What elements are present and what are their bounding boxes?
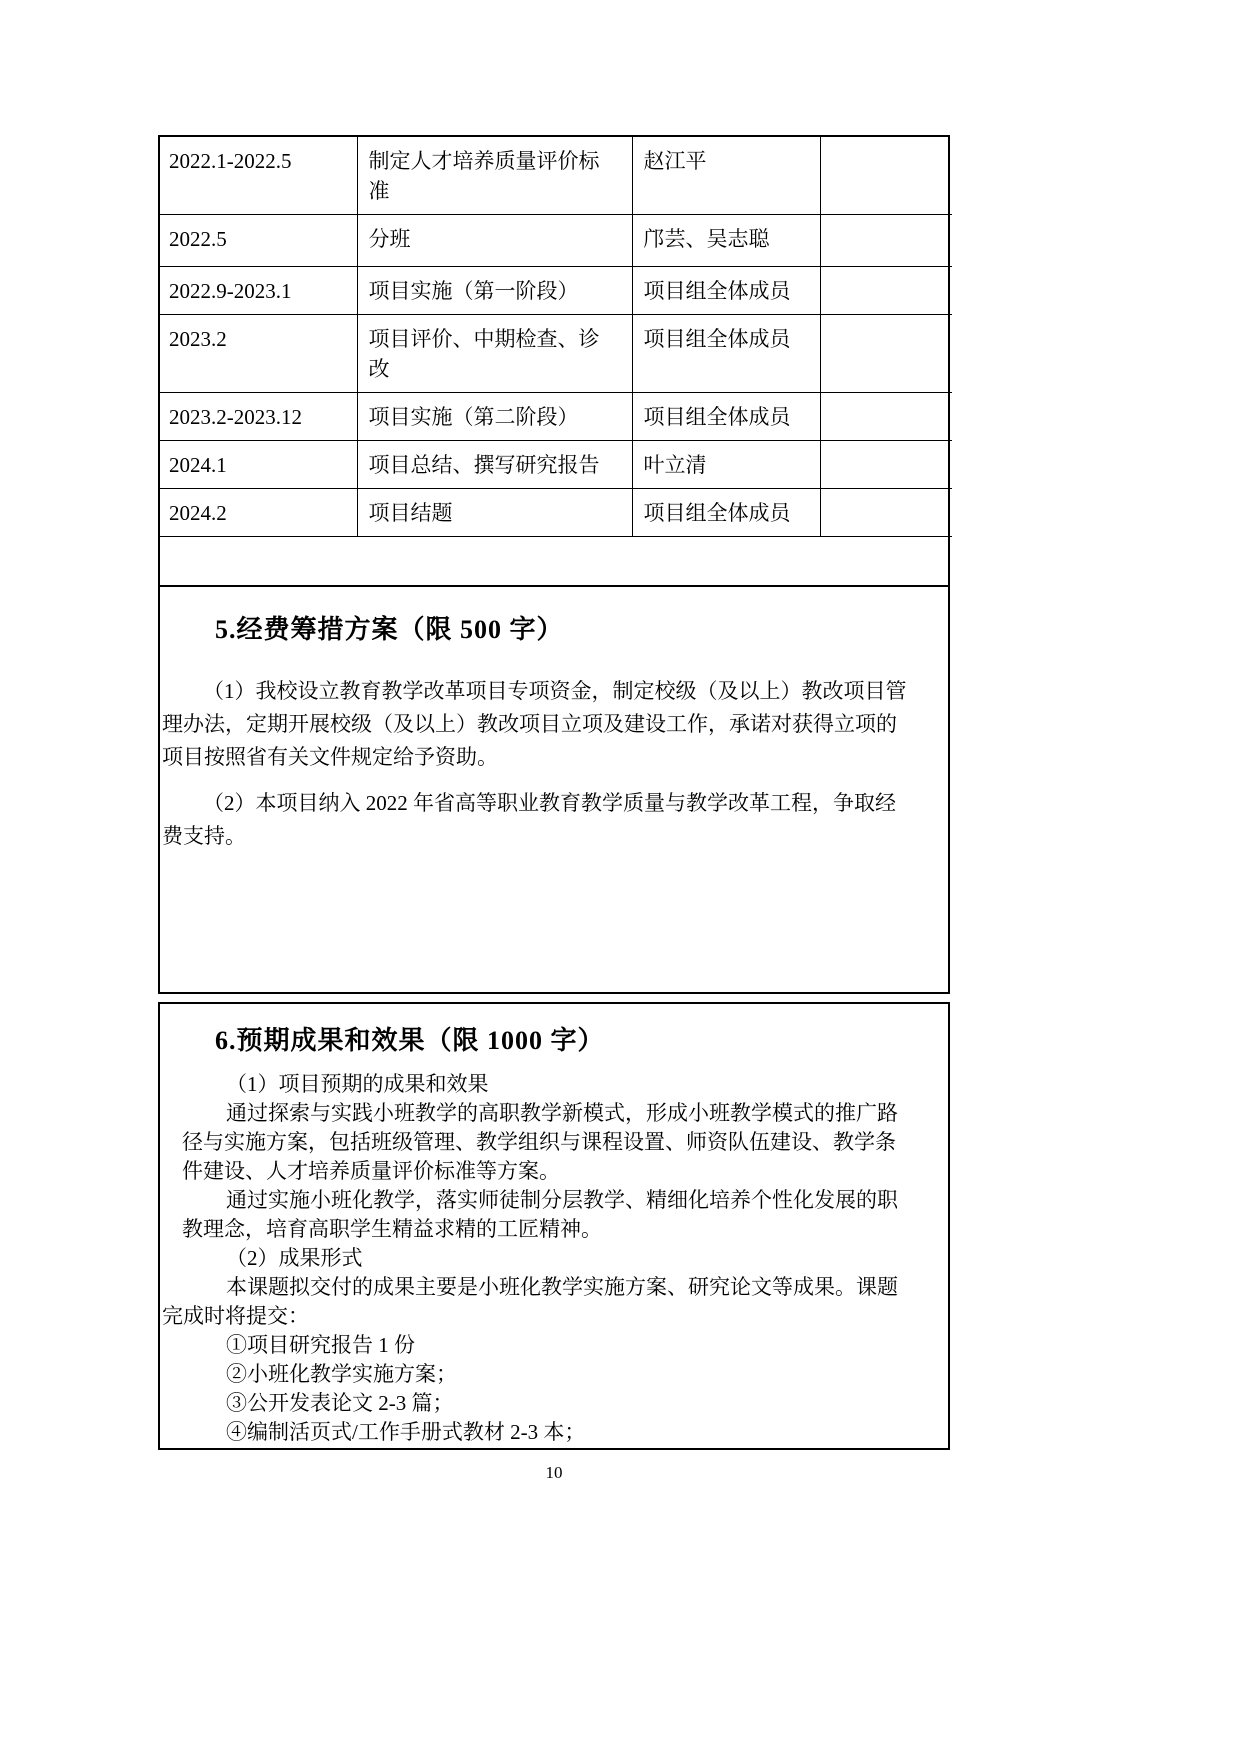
table-row: [160, 489, 952, 537]
page-number: 10: [545, 1463, 563, 1482]
cell-task: 项目评价、中期检查、诊改: [357, 315, 632, 393]
text-line: 通过实施小班化教学，落实师徒制分层教学、精细化培养个性化发展的职: [226, 1188, 898, 1212]
text-line: （2）成果形式: [226, 1246, 363, 1270]
table-row: [160, 315, 952, 393]
text-line: 完成时将提交：: [162, 1304, 309, 1328]
text-line: （2）本项目纳入 2022 年省高等职业教育教学质量与教学改革工程，争取经: [203, 791, 896, 815]
section-5-funding-plan: [158, 585, 950, 994]
section-6-body: [160, 1070, 948, 1447]
text-line: （1）我校设立教育教学改革项目专项资金，制定校级（及以上）教改项目管: [203, 679, 907, 703]
cell-person: 邝芸、吴志聪: [632, 215, 820, 267]
table-row: [160, 441, 952, 489]
cell-date: 2022.9-2023.1: [160, 267, 357, 315]
cell-date: 2024.2: [160, 489, 357, 537]
cell-note: [820, 393, 952, 441]
page-content: [158, 135, 950, 1484]
text-line: 教理念，培育高职学生精益求精的工匠精神。: [182, 1217, 602, 1241]
cell-date: 2022.1-2022.5: [160, 137, 357, 215]
cell-person: 项目组全体成员: [632, 393, 820, 441]
text-line: 径与实施方案，包括班级管理、教学组织与课程设置、师资队伍建设、教学条: [182, 1130, 896, 1154]
schedule-table-section: [158, 135, 950, 585]
cell-date: 2023.2-2023.12: [160, 393, 357, 441]
text-line: 件建设、人才培养质量评价标准等方案。: [182, 1159, 560, 1183]
cell-person: 赵江平: [632, 137, 820, 215]
text-line: ④编制活页式/工作手册式教材 2-3 本；: [226, 1420, 586, 1444]
section-6-expected-results: [158, 1002, 950, 1450]
cell-task: 项目实施（第二阶段）: [357, 393, 632, 441]
text-line: ②小班化教学实施方案；: [226, 1362, 457, 1386]
paragraph: [160, 675, 948, 774]
cell-note: [820, 489, 952, 537]
table-row: [160, 137, 952, 215]
cell-person: 项目组全体成员: [632, 489, 820, 537]
cell-task: 项目实施（第一阶段）: [357, 267, 632, 315]
section-5-title: 5.经费筹措方案（限 500 字）: [215, 615, 564, 644]
cell-date: 2023.2: [160, 315, 357, 393]
text-line: 费支持。: [162, 824, 246, 848]
text-line: 通过探索与实践小班教学的高职教学新模式，形成小班教学模式的推广路: [226, 1101, 898, 1125]
table-row: [160, 393, 952, 441]
cell-date: 2024.1: [160, 441, 357, 489]
cell-note: [820, 215, 952, 267]
cell-task: 项目总结、撰写研究报告: [357, 441, 632, 489]
cell-task: 制定人才培养质量评价标准: [357, 137, 632, 215]
section-6-title: 6.预期成果和效果（限 1000 字）: [215, 1026, 605, 1055]
cell-person: 叶立清: [632, 441, 820, 489]
schedule-table-empty-row: [160, 537, 948, 585]
text-line: ①项目研究报告 1 份: [226, 1333, 415, 1357]
text-line: ③公开发表论文 2-3 篇；: [226, 1391, 454, 1415]
text-line: （1）项目预期的成果和效果: [226, 1072, 489, 1096]
cell-task: 项目结题: [357, 489, 632, 537]
cell-person: 项目组全体成员: [632, 315, 820, 393]
table-row: [160, 215, 952, 267]
text-line: 项目按照省有关文件规定给予资助。: [162, 745, 498, 769]
text-line: 本课题拟交付的成果主要是小班化教学实施方案、研究论文等成果。课题: [226, 1275, 898, 1299]
cell-note: [820, 137, 952, 215]
cell-person: 项目组全体成员: [632, 267, 820, 315]
text-line: 理办法，定期开展校级（及以上）教改项目立项及建设工作，承诺对获得立项的: [162, 712, 897, 736]
cell-note: [820, 315, 952, 393]
cell-date: 2022.5: [160, 215, 357, 267]
section-5-body: [160, 675, 948, 853]
table-row: [160, 267, 952, 315]
cell-note: [820, 441, 952, 489]
cell-task: 分班: [357, 215, 632, 267]
paragraph: [160, 787, 948, 853]
cell-note: [820, 267, 952, 315]
schedule-table: [160, 137, 952, 537]
